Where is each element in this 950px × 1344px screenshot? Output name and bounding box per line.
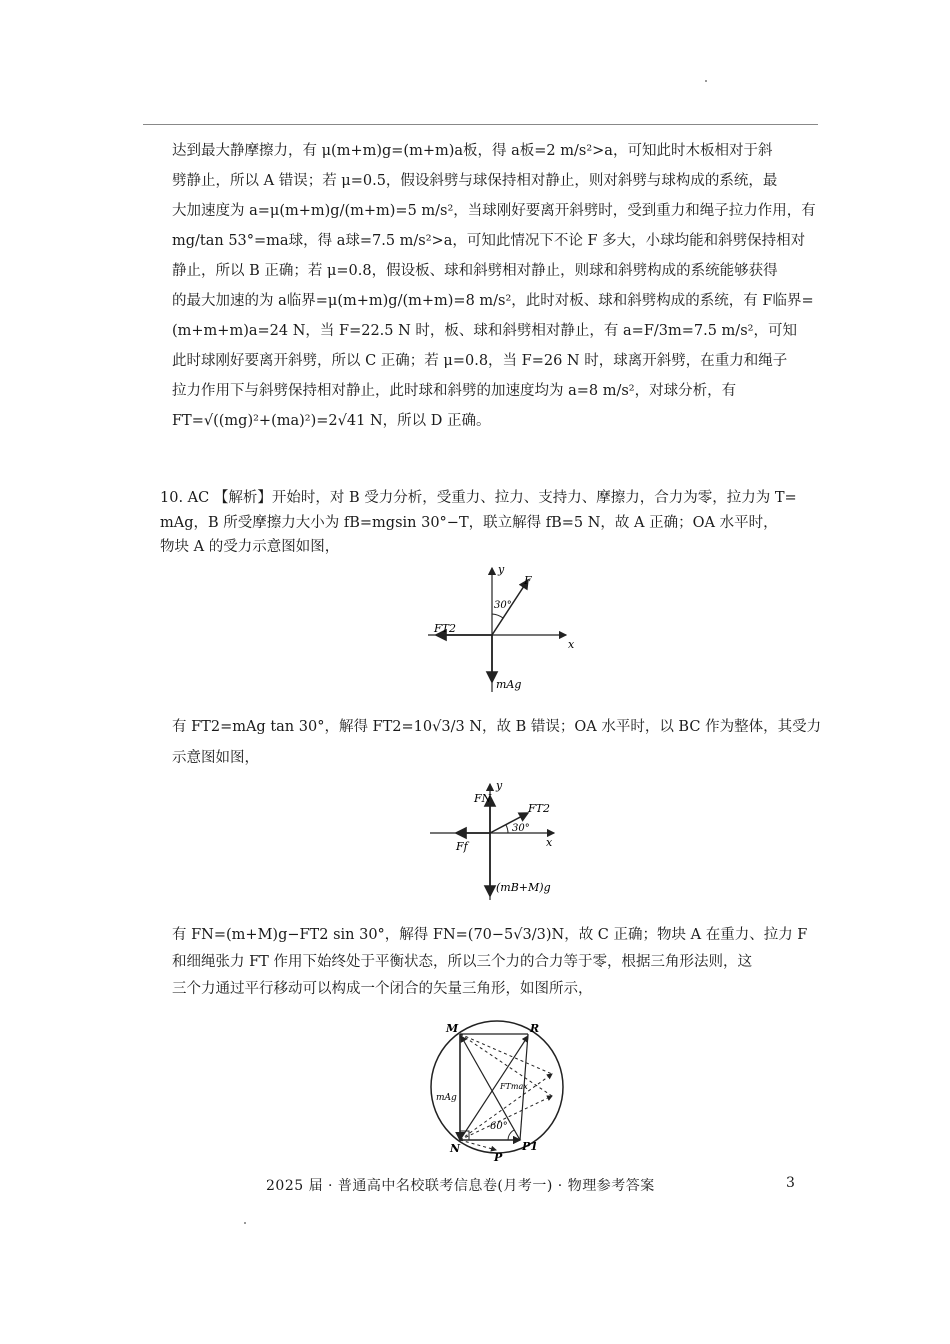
text-line: (m+m+m)a=24 N，当 F=22.5 N 时，板、球和斜劈相对静止，有 a=F/3m=7.5 m/s²，可知 [172,323,797,339]
header-rule [143,124,818,125]
weight-label: mAg [496,678,522,691]
text-line: 三个力通过平行移动可以构成一个闭合的矢量三角形，如图所示， [172,981,593,997]
dashed-line [460,1034,552,1074]
point-r-label: R [530,1022,540,1035]
angle-label: 60° [490,1121,508,1132]
text-line: 大加速度为 a=μ(m+m)g/(m+m)=5 m/s²，当球刚好要离开斜劈时，受到重力和绳子拉力作用，有 [172,203,816,219]
force-diagram-bc [428,778,568,903]
text-line: 10. AC 【解析】开始时，对 B 受力分析，受重力、拉力、支持力、摩擦力，合力为零，拉力为 T= [160,490,797,506]
point-p-label: P [494,1151,503,1164]
solution-10-intro [160,486,800,560]
text-line: 此时球刚好要离开斜劈，所以 C 正确；若 μ=0.8，当 F=26 N 时，球离开斜劈，在重力和绳子 [172,353,788,369]
text-line: 和细绳张力 FT 作用下始终处于平衡状态，所以三个力的合力等于零，根据三角形法则，这 [172,954,752,970]
text-line: 示意图如图， [172,750,259,766]
page-footer: 2025 届 · 普通高中名校联考信息卷(月考一) · 物理参考答案 [266,1178,655,1194]
angle-arc [492,614,503,618]
text-line: 达到最大静摩擦力，有 μ(m+m)g=(m+m)a板，得 a板=2 m/s²>a，可知此时木板相对于斜 [172,143,773,159]
force-diagram-a [420,562,580,697]
text-line: mg/tan 53°=ma球，得 a球=7.5 m/s²>a，可知此情况下不论 F 多大，小球均能和斜劈保持相对 [172,233,806,249]
angle-arc [506,825,508,833]
text-line: 有 FT2=mAg tan 30°，解得 FT2=10√3/3 N，故 B 错误；OA 水平时，以 BC 作为整体，其受力 [172,719,822,735]
angle-arc [508,1130,514,1140]
f-label: F [524,574,532,587]
scan-speck [244,1222,246,1224]
scan-speck [705,80,707,82]
x-label: x [568,638,575,651]
ft2-label: FT2 [528,802,550,815]
page-number: 3 [786,1175,795,1191]
y-label: y [496,779,503,792]
x-label: x [546,836,553,849]
ft2-label: FT2 [434,622,456,635]
circle [431,1021,563,1153]
solution-10-part-c [172,922,812,1003]
angle-label: 30° [494,600,512,611]
ff-label: Ff [456,840,468,853]
text-line: 拉力作用下与斜劈保持相对静止，此时球和斜劈的加速度均为 a=8 m/s²，对球分析，有 [172,383,737,399]
point-m-label: M [446,1022,459,1035]
vector-triangle-circle [424,1014,574,1164]
text-line: mAg，B 所受摩擦力大小为 fB=mgsin 30°−T，联立解得 fB=5 N，故 A 正确；OA 水平时， [160,514,778,531]
weight-label: (mB+M)g [496,881,551,894]
text-line: 的最大加速的为 a临界=μ(m+m)g/(m+m)=8 m/s²，此时对板、球和斜劈构成的系统，有 F临界= [172,293,814,309]
point-p1-label: P1 [522,1140,538,1153]
text-line: 静止，所以 B 正确；若 μ=0.8，假设板、球和斜劈相对静止，则球和斜劈构成的系统能够获得 [172,263,778,279]
point-n-label: N [450,1142,461,1155]
fn-label: FN [474,792,492,805]
text-line: FT=√((mg)²+(ma)²)=2√41 N，所以 D 正确。 [172,413,491,429]
text-line: 劈静止，所以 A 错误；若 μ=0.5，假设斜劈与球保持相对静止，则对斜劈与球构成的系统，最 [172,173,778,189]
weight-label: mAg [436,1093,457,1103]
solution-9-continued [172,136,816,436]
ftmax-label: FTmax [500,1082,528,1091]
y-label: y [498,563,505,576]
solution-10-part-b [172,712,822,774]
text-line: 物块 A 的受力示意图如图， [160,539,340,555]
text-line: 有 FN=(m+M)g−FT2 sin 30°，解得 FN=(70−5√3/3)N，故 C 正确；物块 A 在重力、拉力 F [172,927,808,943]
angle-label: 30° [512,823,530,834]
